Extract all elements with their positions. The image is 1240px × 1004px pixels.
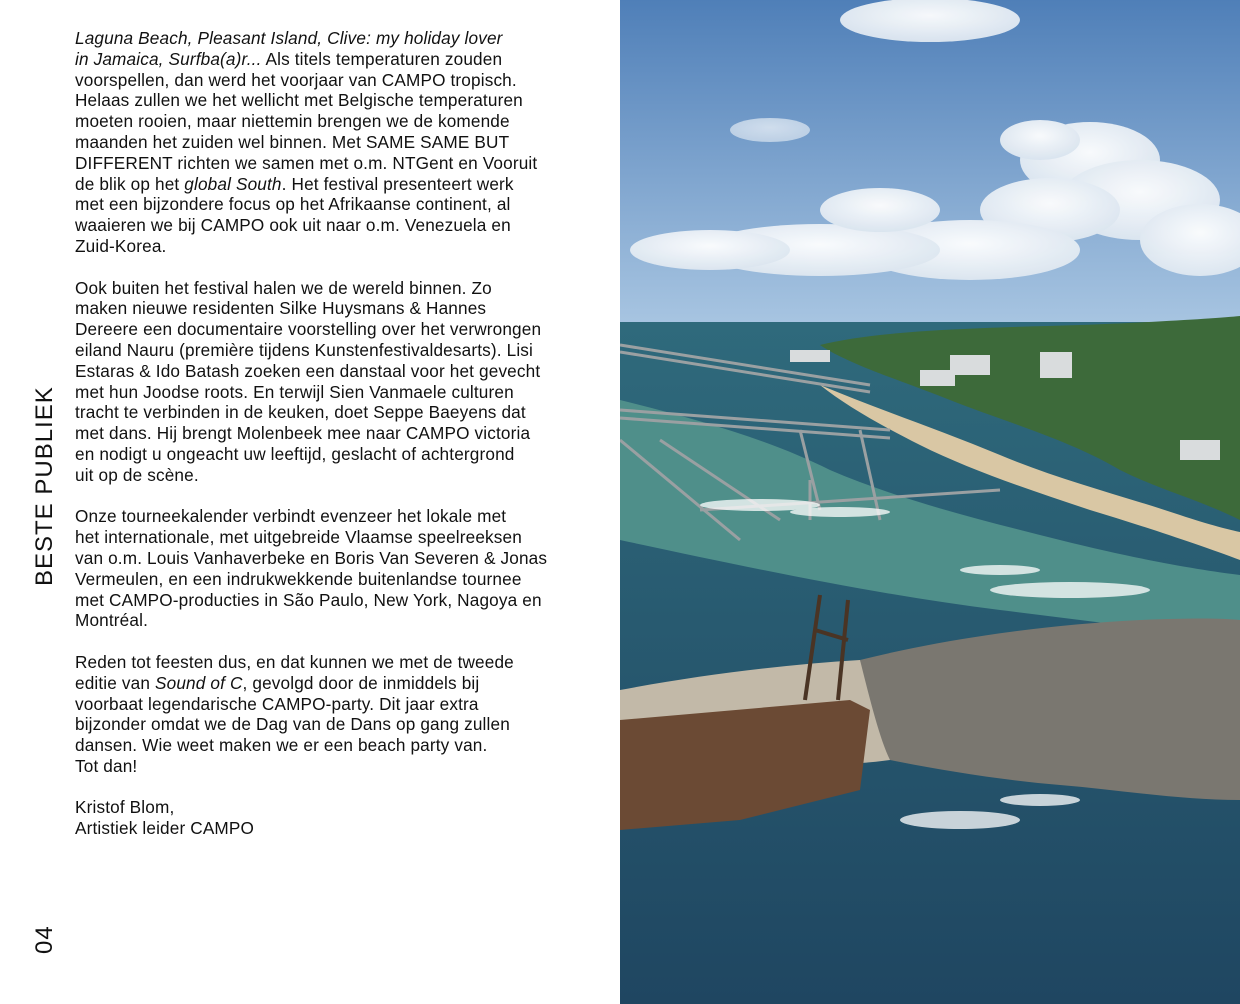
text-run: Onze tourneekalender verbindt evenzeer het lokale met het internationale, met uitgebreide Vlaamse speelreeksen van o.m. Louis Vanhaverbeke en Boris Van Severen & Jonas Vermeulen, en een indrukwekkende buitenlandse tournee met CAMPO-producties in São Paulo, New York, Nagoya en Montréal. — [75, 506, 548, 631]
text-run: Als titels temperaturen zouden voorspellen, dan werd het voorjaar van CAMPO tropisch. Helaas zullen we het wellicht met Belgische temperaturen moeten rooien, maar niettemin brengen we de komende maanden het zuiden wel binnen. Met SAME SAME BUT DIFFERENT richten we samen met o.m. NTGent en Vooruit de blik op het — [75, 48, 538, 194]
paragraph — [75, 278, 595, 486]
italic-text: global South — [184, 173, 282, 194]
text-run: , gevolgd door de inmiddels bij voorbaat legendarische CAMPO-party. Dit jaar extra bijzonder omdat we de Dag van de Dans op gang zullen dansen. Wie weet maken we er een beach party van. Tot dan! — [75, 672, 510, 776]
paragraph — [75, 652, 595, 777]
text-run: . Het festival presenteert werk met een bijzondere focus op het Afrikaanse continent, al waaieren we bij CAMPO ook uit naar o.m. Venezuela en Zuid-Korea. — [75, 173, 514, 256]
text-run: Reden tot feesten dus, en dat kunnen we met de tweede editie van — [75, 651, 514, 693]
italic-text: Laguna Beach, Pleasant Island, Clive: my holiday lover in Jamaica, Surfba(a)r... — [75, 28, 503, 69]
coastal-photo — [620, 0, 1240, 1004]
text-run: Ook buiten het festival halen we de wereld binnen. Zo maken nieuwe residenten Silke Huysmans & Hannes Dereere een documentaire voorstelling over het verwrongen eiland Nauru (première tijdens Kunstenfestivaldesarts). Lisi Estaras & Ido Batash zoeken een danstaal voor het gevecht met hun Joodse roots. En terwijl Sien Vanmaele culturen tracht te verbinden in de keuken, doet Seppe Baeyens dat met dans. Hij brengt Molenbeek mee naar CAMPO victoria en nodigt u ongeacht uw leeftijd, geslacht of achtergrond uit op de scène. — [75, 277, 542, 485]
text-run: Kristof Blom, Artistiek leider CAMPO — [75, 797, 255, 839]
paragraph — [75, 28, 595, 257]
italic-text: Sound of C — [155, 672, 243, 693]
paragraph — [75, 797, 595, 839]
section-title: BESTE PUBLIEK — [31, 386, 58, 586]
page-number: 04 — [31, 925, 58, 954]
editorial-text — [75, 28, 595, 839]
paragraph — [75, 506, 595, 631]
